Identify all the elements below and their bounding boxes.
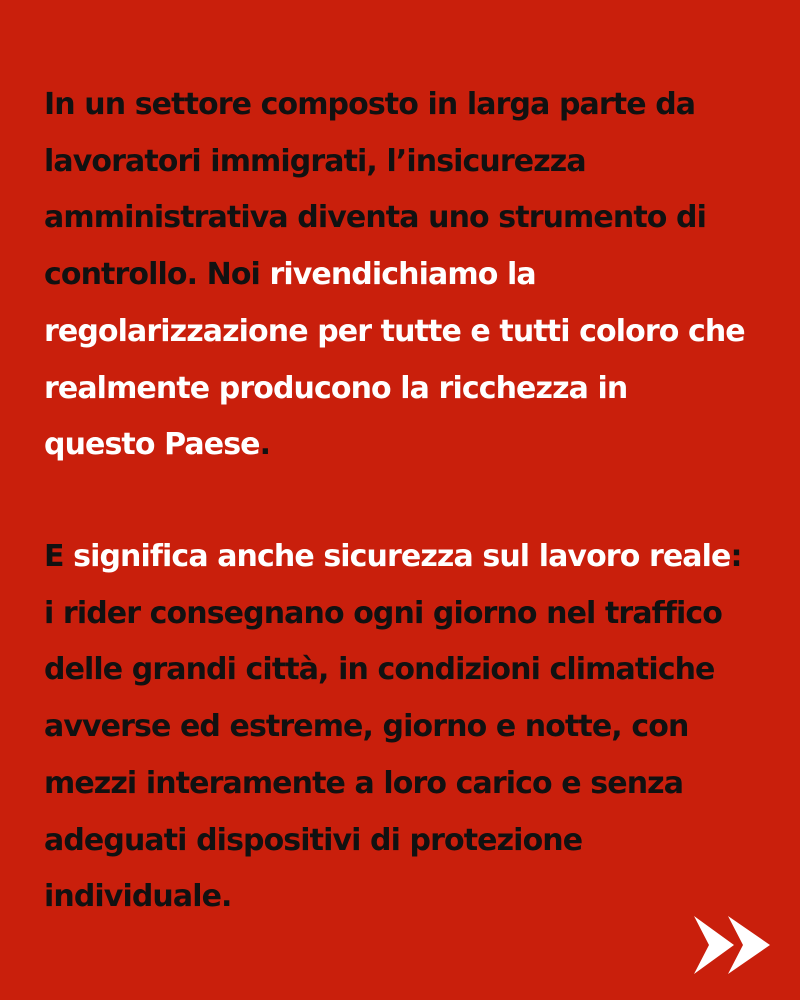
text-dark: E (44, 539, 74, 574)
text-line: i rider consegnano ogni giorno nel traffico (44, 595, 722, 631)
text-line: avverse ed estreme, giorno e notte, con (44, 709, 689, 745)
text-line: lavoratori immigrati, l’insicurezza (44, 143, 586, 179)
text-dark: . (259, 427, 271, 463)
text-line: In un settore composto in larga parte da (44, 87, 696, 122)
paragraph-2 (44, 529, 764, 926)
double-chevron-right-icon (694, 916, 772, 974)
text-line: mezzi interamente a loro carico e senza (44, 765, 684, 801)
text-line: amministrativa diventa uno strumento di (44, 200, 706, 236)
text-line: regolarizzazione per tutte e tutti coloro che (44, 313, 745, 349)
text-highlight: significa anche sicurezza sul lavoro reale (73, 539, 731, 574)
text-highlight: rivendichiamo la (269, 257, 536, 293)
text-line: delle grandi città, in condizioni climatiche (44, 652, 715, 688)
text-line: realmente producono la ricchezza in (44, 370, 628, 406)
text-highlight: questo Paese (44, 427, 260, 463)
text-line (44, 417, 764, 474)
paragraph-1 (44, 77, 764, 474)
text-line (44, 247, 764, 304)
text-line (44, 529, 764, 586)
text-line: adeguati dispositivi di protezione (44, 822, 583, 858)
next-slide-button[interactable] (694, 916, 772, 974)
text-dark: : (730, 539, 742, 574)
text-line: individuale. (44, 879, 232, 915)
text-dark: controllo. Noi (44, 257, 270, 293)
